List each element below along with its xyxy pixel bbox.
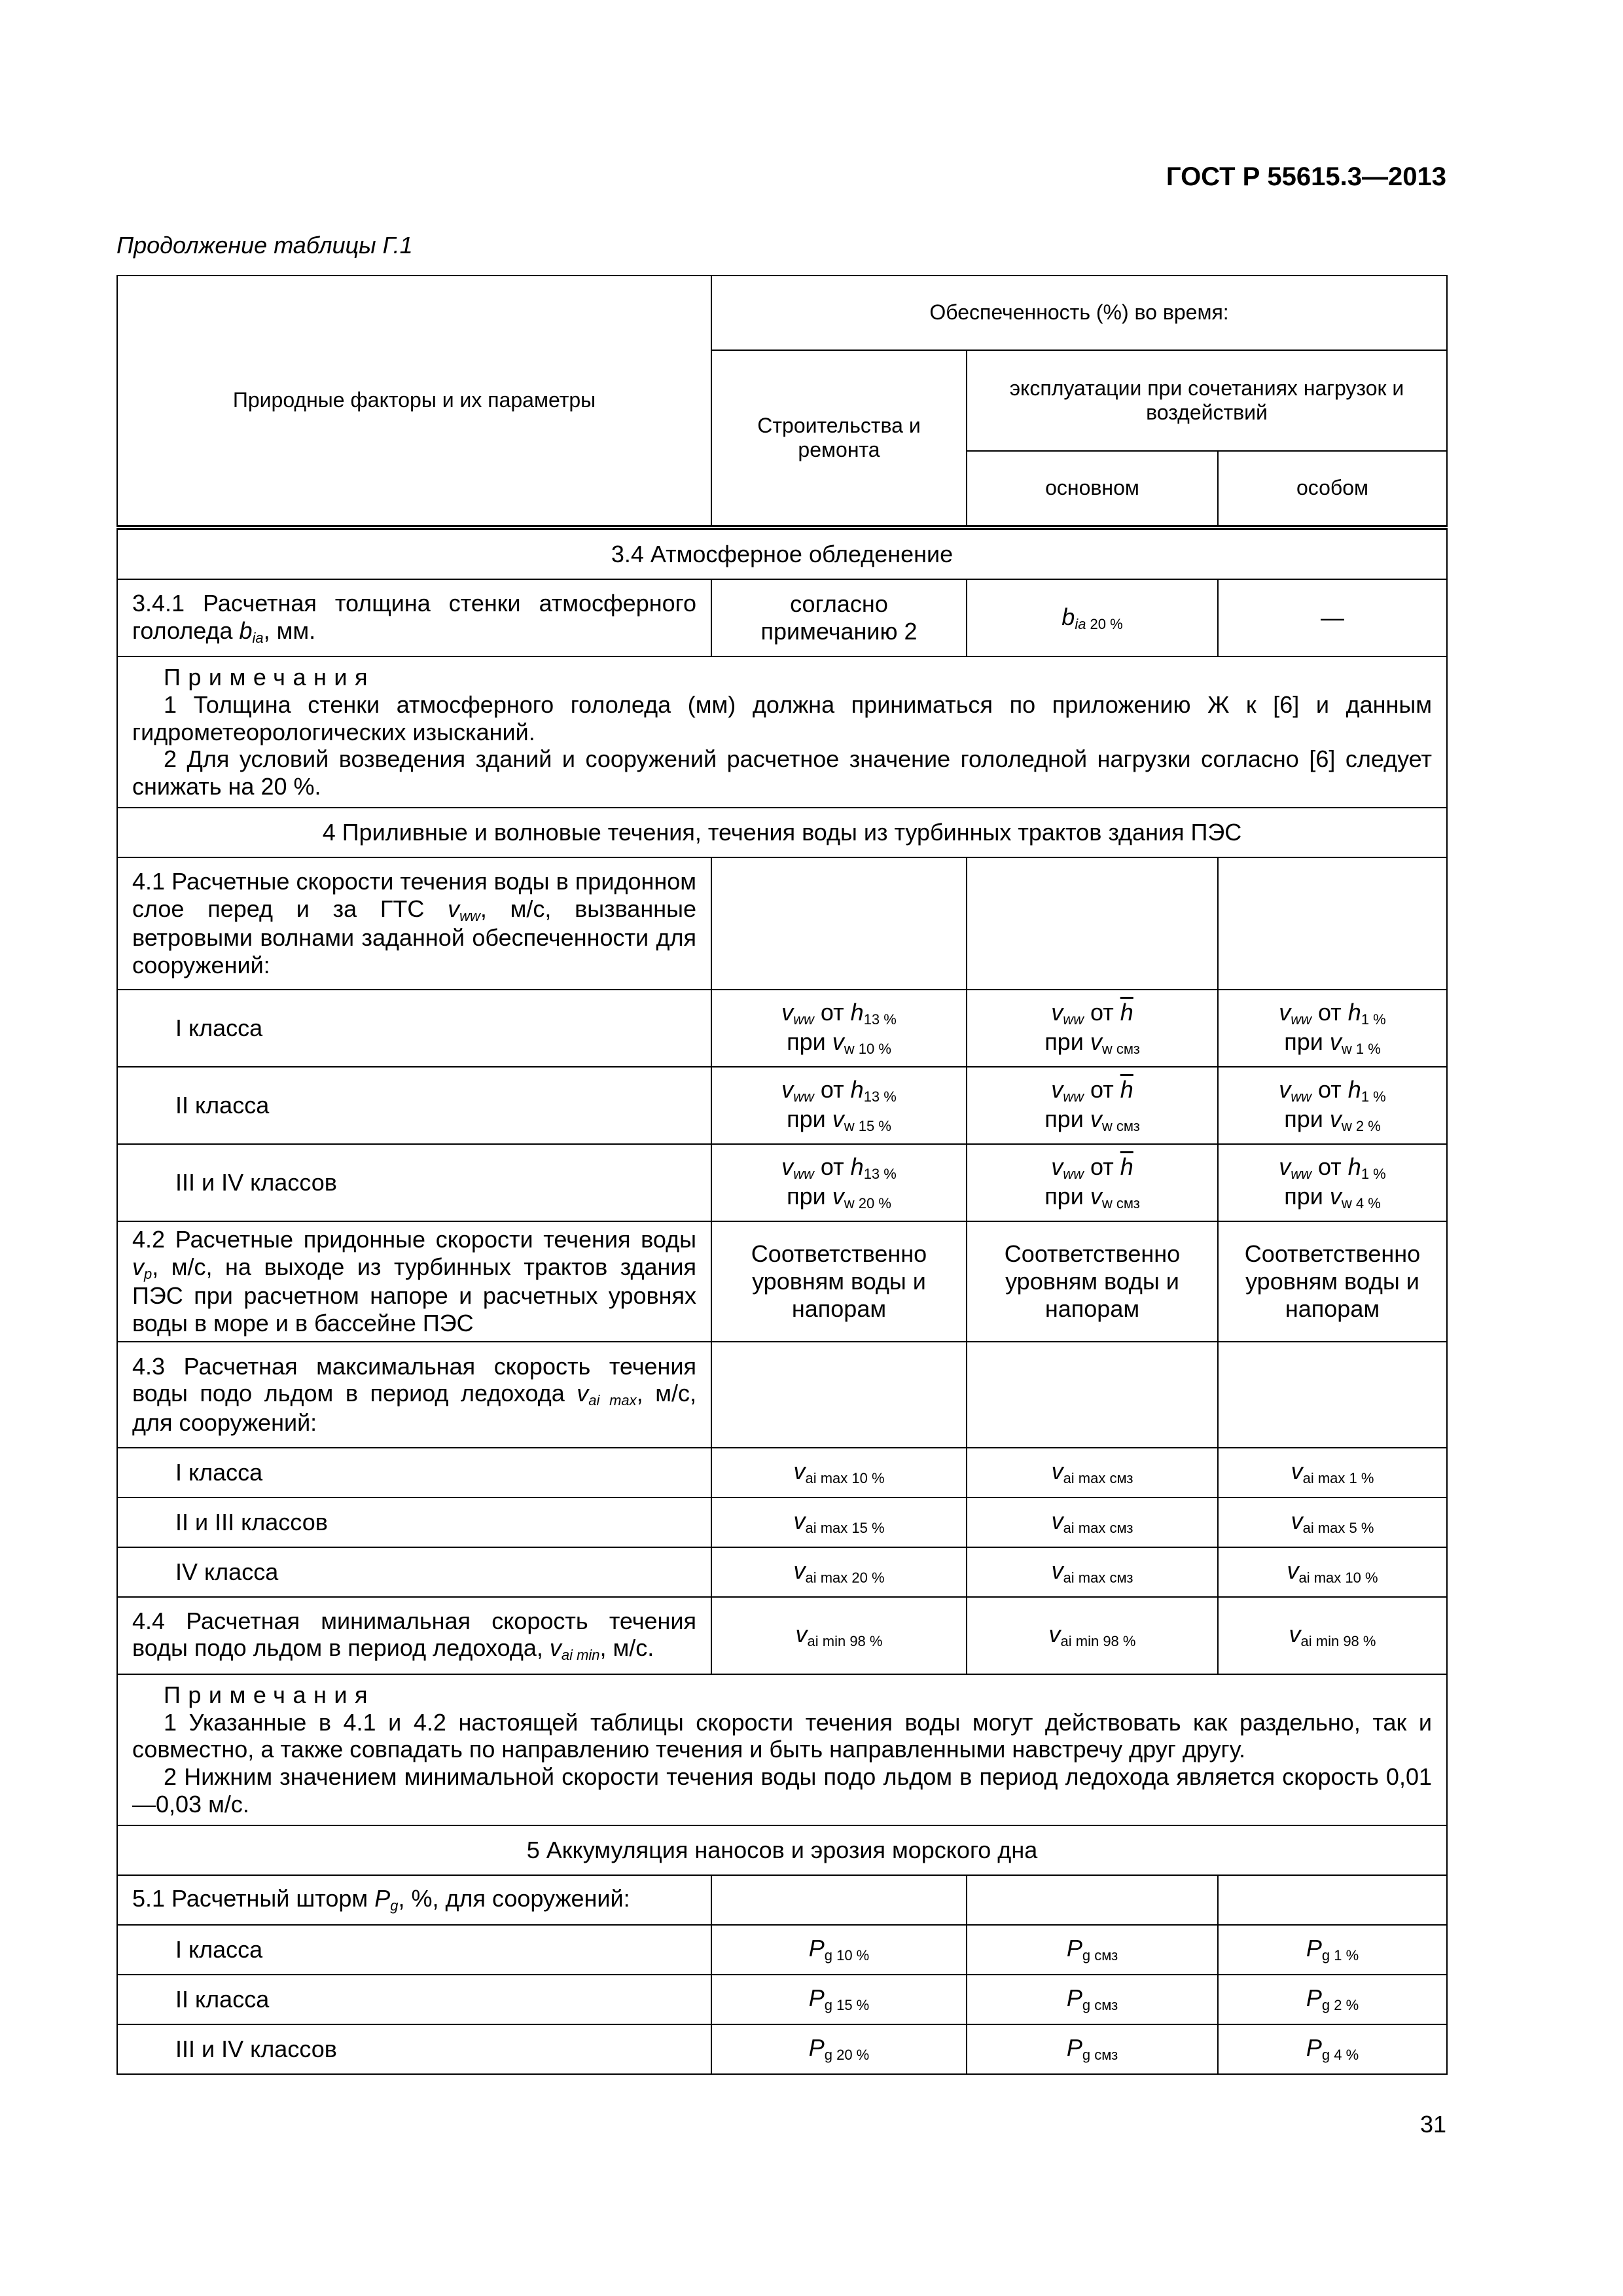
notes-title: Примечания xyxy=(164,1681,376,1708)
value-cell: $v_{ai max 10 \%}$ xyxy=(711,1448,967,1498)
table-row xyxy=(117,857,1447,990)
table-row xyxy=(117,1448,1447,1498)
value-cell: $v_{ai max смз}$ xyxy=(967,1547,1218,1597)
table-header-row xyxy=(117,276,1447,350)
empty-cell xyxy=(1218,1342,1447,1448)
value-cell: $P_{g 1 \%}$ xyxy=(1218,1925,1447,1975)
table-row xyxy=(117,1875,1447,1925)
param-44: 4.4 Расчетная минимальная скорость течения воды подо льдом в период ледохода, $v_{ai min}$, м/с. xyxy=(117,1597,711,1674)
value-cell: $v_{ww}$ от $h_{1 \%}$ при $v_{w 2 \%}$ xyxy=(1218,1067,1447,1144)
param-51: 5.1 Расчетный шторм $P_g$, %, для сооружений: xyxy=(117,1875,711,1925)
notes xyxy=(117,1674,1447,1825)
value-cell: $v_{ww}$ от $\overline{h}$ при $v_{w смз}$ xyxy=(967,990,1218,1067)
notes-row xyxy=(117,656,1447,808)
value-cell: Соответственно уровням воды и напорам xyxy=(967,1221,1218,1342)
header-main: основном xyxy=(967,451,1218,528)
param-341: 3.4.1 Расчетная толщина стенки атмосферного гололеда $b_{ia}$, мм. xyxy=(117,579,711,656)
class-label: IV класса xyxy=(117,1547,711,1597)
table-row xyxy=(117,990,1447,1067)
value-cell: $P_{g 15 \%}$ xyxy=(711,1975,967,2024)
table-row xyxy=(117,1144,1447,1221)
value-main: $b_{ia 20 \%}$ xyxy=(967,579,1218,656)
requirements-table xyxy=(116,275,1448,2075)
value-cell: $v_{ai min 98 \%}$ xyxy=(711,1597,967,1674)
value-construction: согласно примечанию 2 xyxy=(711,579,967,656)
header-parameters: Природные факторы и их параметры xyxy=(117,276,711,528)
value-cell: $v_{ai max 10 \%}$ xyxy=(1218,1547,1447,1597)
table-row xyxy=(117,1597,1447,1674)
section-title: 3.4 Атмосферное обледенение xyxy=(117,528,1447,579)
value-cell: $v_{ww}$ от $\overline{h}$ при $v_{w смз}$ xyxy=(967,1144,1218,1221)
value-cell: $v_{ww}$ от $h_{13 \%}$ при $v_{w 20 \%}$ xyxy=(711,1144,967,1221)
value-cell: $v_{ww}$ от $h_{13 \%}$ при $v_{w 15 \%}$ xyxy=(711,1067,967,1144)
notes-title: Примечания xyxy=(164,664,376,691)
header-supply: Обеспеченность (%) во время: xyxy=(711,276,1447,350)
class-label: I класса xyxy=(117,990,711,1067)
section-title: 4 Приливные и волновые течения, течения воды из турбинных трактов здания ПЭС xyxy=(117,808,1447,857)
class-label: I класса xyxy=(117,1448,711,1498)
value-cell: $P_{g смз}$ xyxy=(967,1975,1218,2024)
value-cell: $v_{ai min 98 \%}$ xyxy=(967,1597,1218,1674)
class-label: II и III классов xyxy=(117,1498,711,1547)
table-row xyxy=(117,1067,1447,1144)
note: 1 Толщина стенки атмосферного гололеда (мм) должна приниматься по приложению Ж к [6] и данным гидрометеорологических изысканий. xyxy=(132,691,1432,745)
value-cell: $v_{ai max смз}$ xyxy=(967,1448,1218,1498)
value-cell: $v_{ai max смз}$ xyxy=(967,1498,1218,1547)
value-cell: $P_{g смз}$ xyxy=(967,2024,1218,2074)
header-exploitation: эксплуатации при сочетаниях нагрузок и воздействий xyxy=(967,350,1447,451)
value-cell: $v_{ai max 20 \%}$ xyxy=(711,1547,967,1597)
value-cell: $v_{ww}$ от $h_{1 \%}$ при $v_{w 1 \%}$ xyxy=(1218,990,1447,1067)
table-row xyxy=(117,1975,1447,2024)
value-cell: $v_{ai max 5 \%}$ xyxy=(1218,1498,1447,1547)
section-row xyxy=(117,528,1447,579)
value-cell: $P_{g 20 \%}$ xyxy=(711,2024,967,2074)
param-41: 4.1 Расчетные скорости течения воды в придонном слое перед и за ГТС $v_{ww}$, м/с, вызванные ветровыми волнами заданной обеспеченности для сооружений: xyxy=(117,857,711,990)
value-cell: $P_{g смз}$ xyxy=(967,1925,1218,1975)
param-43: 4.3 Расчетная максимальная скорость течения воды подо льдом в период ледохода $v_{ai max}$, м/с, для сооружений: xyxy=(117,1342,711,1448)
empty-cell xyxy=(1218,1875,1447,1925)
empty-cell xyxy=(967,857,1218,990)
value-cell: $v_{ai max 15 \%}$ xyxy=(711,1498,967,1547)
value-cell: $v_{ww}$ от $h_{1 \%}$ при $v_{w 4 \%}$ xyxy=(1218,1144,1447,1221)
document-code: ГОСТ Р 55615.3—2013 xyxy=(1166,162,1446,191)
section-row xyxy=(117,1825,1447,1875)
class-label: II класса xyxy=(117,1067,711,1144)
class-label: I класса xyxy=(117,1925,711,1975)
value-special: — xyxy=(1218,579,1447,656)
value-cell: $P_{g 2 \%}$ xyxy=(1218,1975,1447,2024)
class-label: II класса xyxy=(117,1975,711,2024)
value-cell: $P_{g 10 \%}$ xyxy=(711,1925,967,1975)
header-special: особом xyxy=(1218,451,1447,528)
value-cell: $v_{ww}$ от $h_{13 \%}$ при $v_{w 10 \%}$ xyxy=(711,990,967,1067)
table-row xyxy=(117,1925,1447,1975)
table-row xyxy=(117,2024,1447,2074)
table-row xyxy=(117,579,1447,656)
table-row xyxy=(117,1342,1447,1448)
table-row xyxy=(117,1547,1447,1597)
table-row xyxy=(117,1498,1447,1547)
note: 2 Для условий возведения зданий и сооружений расчетное значение гололедной нагрузки согласно [6] следует снижать на 20 %. xyxy=(132,745,1432,800)
table-continuation-caption: Продолжение таблицы Г.1 xyxy=(116,232,413,259)
class-label: III и IV классов xyxy=(117,2024,711,2074)
value-cell: $P_{g 4 \%}$ xyxy=(1218,2024,1447,2074)
value-cell: Соответственно уровням воды и напорам xyxy=(1218,1221,1447,1342)
empty-cell xyxy=(711,1875,967,1925)
value-cell: Соответственно уровням воды и напорам xyxy=(711,1221,967,1342)
value-cell: $v_{ai min 98 \%}$ xyxy=(1218,1597,1447,1674)
param-42: 4.2 Расчетные придонные скорости течения воды $v_p$, м/с, на выходе из турбинных трактов здания ПЭС при расчетном напоре и расчетных уровнях воды в море и в бассейне ПЭС xyxy=(117,1221,711,1342)
page-number: 31 xyxy=(1419,2111,1446,2138)
class-label: III и IV классов xyxy=(117,1144,711,1221)
notes xyxy=(117,656,1447,808)
section-title: 5 Аккумуляция наносов и эрозия морского дна xyxy=(117,1825,1447,1875)
note: 2 Нижним значением минимальной скорости течения воды подо льдом в период ледохода является скорость 0,01—0,03 м/с. xyxy=(132,1763,1432,1818)
empty-cell xyxy=(967,1342,1218,1448)
note: 1 Указанные в 4.1 и 4.2 настоящей таблицы скорости течения воды могут действовать как раздельно, так и совместно, а также совпадать по направлению течения и быть направленными навстречу друг другу. xyxy=(132,1708,1432,1763)
header-construction: Строительства и ремонта xyxy=(711,350,967,528)
table-row xyxy=(117,1221,1447,1342)
empty-cell xyxy=(711,1342,967,1448)
empty-cell xyxy=(711,857,967,990)
section-row xyxy=(117,808,1447,857)
value-cell: $v_{ai max 1 \%}$ xyxy=(1218,1448,1447,1498)
empty-cell xyxy=(1218,857,1447,990)
empty-cell xyxy=(967,1875,1218,1925)
value-cell: $v_{ww}$ от $\overline{h}$ при $v_{w смз}$ xyxy=(967,1067,1218,1144)
notes-row xyxy=(117,1674,1447,1825)
